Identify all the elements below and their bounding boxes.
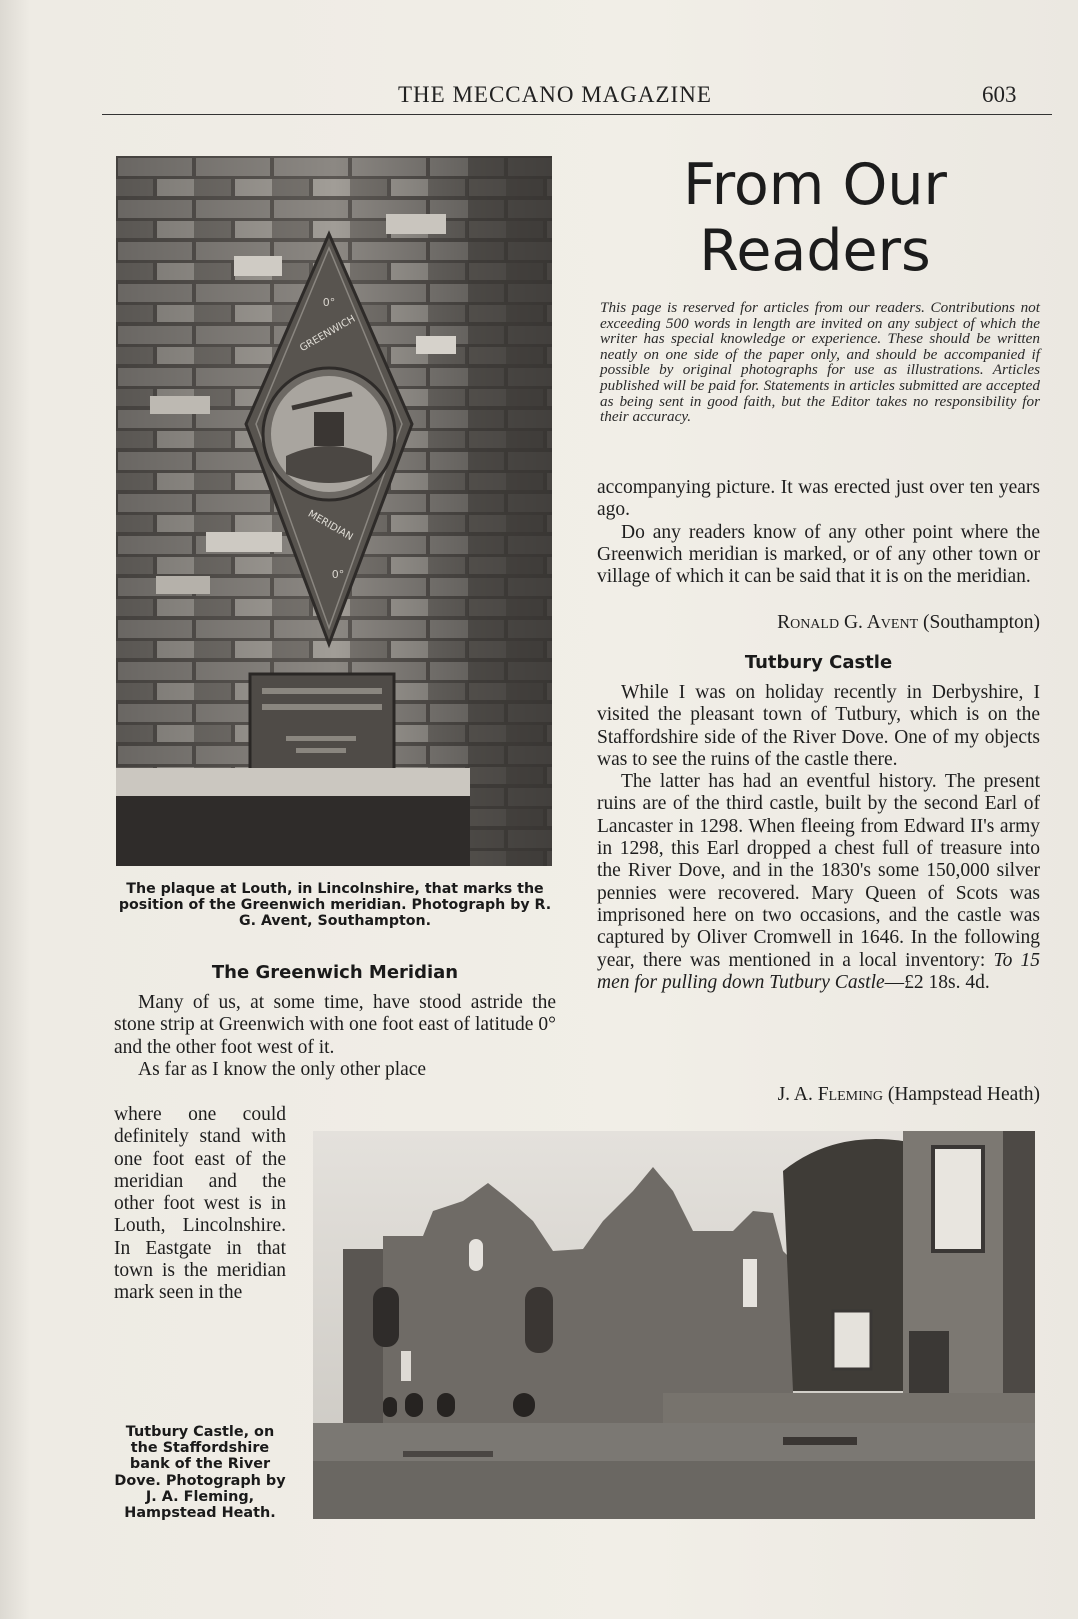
magazine-title: THE MECCANO MAGAZINE: [398, 82, 712, 107]
running-header: [100, 82, 1050, 112]
tutbury-byline-place: (Hampstead Heath): [887, 1084, 1040, 1105]
tutbury-heading: Tutbury Castle: [744, 652, 893, 673]
greenwich-paragraph-2-continued: accompanying picture. It was erected just over ten years ago.: [597, 477, 1040, 521]
greenwich-paragraph-2-lead: As far as I know the only other place: [138, 1058, 427, 1080]
tutbury-inventory-entry: To 15 men for pulling down Tutbury Castle: [597, 949, 1040, 993]
greenwich-wrap-text: [114, 1104, 286, 1305]
greenwich-paragraph-3: Do any readers know of any other point where the Greenwich meridian is marked, or of any other town or village of which it can be said that it is on the meridian.: [597, 521, 1040, 588]
tutbury-paragraph-2: [597, 771, 1040, 994]
greenwich-byline: [597, 612, 1040, 634]
castle-caption: Tutbury Castle, on the Staffordshire bank of the River Dove. Photograph by J. A. Fleming, Hampstead Heath.: [114, 1424, 286, 1522]
tutbury-paragraph-1: While I was on holiday recently in Derbyshire, I visited the pleasant town of Tutbury, which is on the Staffordshire side of the River Dove. One of my objects was to see the ruins of the castle there.: [597, 682, 1040, 770]
plaque-degree-bottom: 0°: [331, 568, 345, 581]
greenwich-continued: [597, 477, 1040, 588]
plaque-caption: The plaque at Louth, in Lincolnshire, that marks the position of the Greenwich meridian. Photograph by R. G. Avent, Southampton.: [118, 881, 552, 930]
tutbury-paragraph-2-start: The latter has had an eventful history. The present ruins are of the third castle, built by the second Earl of Lancaster in 1298. When fleeing from Edward II's army in 1298, this Earl dropped a chest full of treasure into the River Dove, and in the 1830's some 150,000 silver pennies were recovered. Mary Queen of Scots was imprisoned here on two occasions, and the castle was captured by Oliver Cromwell in 1646. In the following year, there was mentioned in a local inventory:: [597, 771, 1040, 971]
greenwich-body: [114, 992, 556, 1081]
greenwich-paragraph-2-wrap: where one could definitely stand with one foot east of the meridian and the other foot west is in Louth, Lincolnshire. In Eastgate in that town is the meridian mark seen in the: [114, 1104, 286, 1304]
castle-photo-image: [313, 1131, 1035, 1519]
header-rule: [102, 114, 1052, 115]
article-title-line-2: Readers: [699, 218, 931, 284]
tutbury-byline-name: J. A. Fleming: [777, 1084, 883, 1105]
plaque-photo-image: [116, 156, 552, 866]
article-title-line-1: From Our: [683, 152, 947, 218]
castle-photo: [313, 1131, 1035, 1519]
plaque-degree-top: 0°: [322, 296, 336, 309]
plaque-text-bottom: MERIDIAN: [305, 508, 355, 544]
tutbury-body: [597, 682, 1040, 994]
article-intro: This page is reserved for articles from our readers. Contributions not exceeding 500 words in length are invited on any subject of which the writer has special knowledge or experience. These should be written neatly on one side of the paper only, and should be accompanied if possible by original photographs for use as illustrations. Articles published will be paid for. Statements in articles submitted are accepted as being sent in good faith, but the Editor takes no responsibility for their accuracy.: [600, 299, 1040, 426]
greenwich-heading: The Greenwich Meridian: [211, 962, 459, 983]
greenwich-paragraph-1: Many of us, at some time, have stood astride the stone strip at Greenwich with one foot east of latitude 0° and the other foot west of it.: [114, 992, 556, 1058]
greenwich-byline-name: Ronald G. Avent: [777, 612, 919, 633]
page-number: 603: [982, 82, 1017, 107]
greenwich-byline-place: (Southampton): [923, 612, 1040, 633]
tutbury-inventory-cost: —£2 18s. 4d.: [884, 971, 990, 993]
plaque-photo: [116, 156, 552, 866]
article-title: [600, 152, 1030, 284]
plaque-text-top: GREENWICH: [298, 313, 358, 355]
tutbury-byline: [597, 1084, 1040, 1106]
